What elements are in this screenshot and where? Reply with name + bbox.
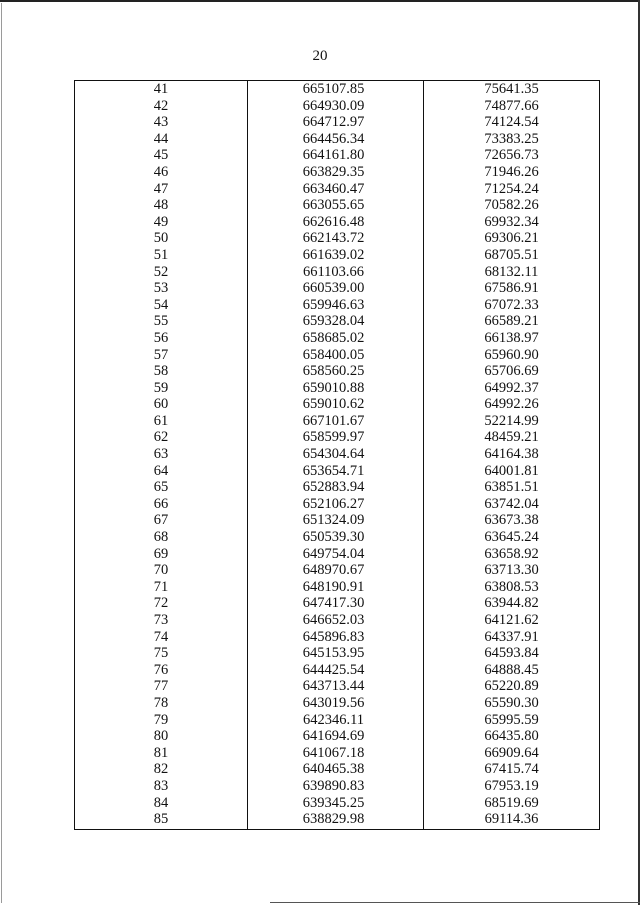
y-coordinate-cell: 64337.91 [484, 628, 539, 645]
point-number-cell: 60 [153, 396, 169, 413]
y-coordinate-cell: 64164.38 [484, 446, 539, 463]
point-number-cell: 57 [153, 346, 169, 363]
point-number-cell: 61 [153, 412, 169, 429]
point-number-cell: 58 [153, 363, 169, 380]
point-number-cell: 64 [153, 462, 169, 479]
x-coordinate-cell: 663829.35 [302, 163, 365, 180]
point-number-cell: 54 [153, 296, 169, 313]
y-coordinate-cell: 67072.33 [484, 296, 539, 313]
point-number-cell: 82 [153, 761, 169, 778]
x-coordinate-cell: 647417.30 [302, 595, 365, 612]
y-coordinate-cell: 66435.80 [484, 728, 539, 745]
x-coordinate-cell: 641694.69 [302, 728, 365, 745]
x-coordinate-cell: 638829.98 [302, 811, 365, 828]
scan-edge-left [1, 3, 2, 903]
coordinate-table [74, 80, 600, 830]
point-number-cell: 66 [153, 495, 169, 512]
point-number-cell: 71 [153, 578, 169, 595]
y-coordinate-cell: 65706.69 [484, 363, 539, 380]
y-coordinate-cell: 69114.36 [484, 811, 539, 828]
scan-edge-top [0, 0, 640, 2]
x-coordinate-cell: 661639.02 [302, 246, 365, 263]
point-number-cell: 80 [153, 728, 169, 745]
x-coordinate-cell: 664712.97 [302, 114, 365, 131]
x-coordinate-cell: 662143.72 [302, 230, 365, 247]
point-number-cell: 67 [153, 512, 169, 529]
point-number-cell: 70 [153, 562, 169, 579]
point-number-column [75, 81, 248, 829]
point-number-cell: 41 [153, 81, 169, 97]
x-coordinate-cell: 652106.27 [302, 495, 365, 512]
y-coordinate-cell: 75641.35 [484, 81, 539, 97]
x-coordinate-cell: 654304.64 [302, 446, 365, 463]
y-coordinate-cell: 64992.26 [484, 396, 539, 413]
y-coordinate-cell: 65220.89 [484, 678, 539, 695]
point-number-cell: 51 [153, 246, 169, 263]
point-number-cell: 49 [153, 213, 169, 230]
point-number-cell: 59 [153, 379, 169, 396]
y-coordinate-cell: 52214.99 [484, 412, 539, 429]
x-coordinate-cell: 658685.02 [302, 329, 365, 346]
point-number-cell: 53 [153, 280, 169, 297]
point-number-cell: 42 [153, 97, 169, 114]
y-coordinate-cell: 67586.91 [484, 280, 539, 297]
point-number-cell: 44 [153, 130, 169, 147]
point-number-cell: 79 [153, 711, 169, 728]
x-coordinate-cell: 664456.34 [302, 130, 365, 147]
y-coordinate-cell: 63645.24 [484, 529, 539, 546]
point-number-cell: 78 [153, 694, 169, 711]
x-coordinate-cell: 664930.09 [302, 97, 365, 114]
y-coordinate-cell: 67953.19 [484, 777, 539, 794]
point-number-cell: 52 [153, 263, 169, 280]
x-coordinate-cell: 646652.03 [302, 612, 365, 628]
y-coordinate-cell: 66589.21 [484, 313, 539, 330]
x-coordinate-cell: 650539.30 [302, 529, 365, 546]
y-coordinate-cell: 65590.30 [484, 694, 539, 711]
x-coordinate-cell: 663055.65 [302, 197, 365, 214]
x-coordinate-cell: 641067.18 [302, 744, 365, 761]
x-coordinate-cell: 645153.95 [302, 645, 365, 662]
y-coordinate-cell: 70582.26 [484, 197, 539, 214]
y-coordinate-column [424, 81, 599, 829]
y-coordinate-cell: 64888.45 [484, 661, 539, 678]
point-number-cell: 68 [153, 529, 169, 546]
y-coordinate-cell: 63851.51 [484, 479, 539, 496]
x-coordinate-cell: 643019.56 [302, 694, 365, 711]
scan-edge-bottom [270, 902, 640, 903]
y-coordinate-cell: 63742.04 [484, 495, 539, 512]
y-coordinate-cell: 64121.62 [484, 612, 539, 628]
point-number-cell: 85 [153, 811, 169, 828]
y-coordinate-cell: 72656.73 [484, 147, 539, 164]
y-coordinate-cell: 63673.38 [484, 512, 539, 529]
y-coordinate-cell: 73383.25 [484, 130, 539, 147]
y-coordinate-cell: 64593.84 [484, 645, 539, 662]
x-coordinate-cell: 664161.80 [302, 147, 365, 164]
x-coordinate-cell: 659010.88 [302, 379, 365, 396]
point-number-cell: 72 [153, 595, 169, 612]
x-coordinate-cell: 659010.62 [302, 396, 365, 413]
y-coordinate-cell: 74877.66 [484, 97, 539, 114]
x-coordinate-cell: 663460.47 [302, 180, 365, 197]
point-number-cell: 55 [153, 313, 169, 330]
point-number-cell: 63 [153, 446, 169, 463]
page-number: 20 [312, 48, 328, 64]
y-coordinate-cell: 64992.37 [484, 379, 539, 396]
point-number-cell: 46 [153, 163, 169, 180]
y-coordinate-cell: 69932.34 [484, 213, 539, 230]
point-number-cell: 50 [153, 230, 169, 247]
x-coordinate-column [248, 81, 424, 829]
point-number-cell: 81 [153, 744, 169, 761]
y-coordinate-cell: 67415.74 [484, 761, 539, 778]
y-coordinate-cell: 66138.97 [484, 329, 539, 346]
point-number-cell: 76 [153, 661, 169, 678]
point-number-cell: 43 [153, 114, 169, 131]
x-coordinate-cell: 649754.04 [302, 545, 365, 562]
y-coordinate-cell: 71946.26 [484, 163, 539, 180]
x-coordinate-cell: 643713.44 [302, 678, 365, 695]
x-coordinate-cell: 667101.67 [302, 412, 365, 429]
x-coordinate-cell: 661103.66 [302, 263, 365, 280]
point-number-cell: 77 [153, 678, 169, 695]
y-coordinate-cell: 64001.81 [484, 462, 539, 479]
y-coordinate-cell: 65995.59 [484, 711, 539, 728]
y-coordinate-cell: 65960.90 [484, 346, 539, 363]
point-number-cell: 45 [153, 147, 169, 164]
x-coordinate-cell: 639890.83 [302, 777, 365, 794]
x-coordinate-cell: 659328.04 [302, 313, 365, 330]
point-number-cell: 83 [153, 777, 169, 794]
y-coordinate-cell: 74124.54 [484, 114, 539, 131]
y-coordinate-cell: 69306.21 [484, 230, 539, 247]
x-coordinate-cell: 658560.25 [302, 363, 365, 380]
y-coordinate-cell: 63808.53 [484, 578, 539, 595]
x-coordinate-cell: 652883.94 [302, 479, 365, 496]
x-coordinate-cell: 653654.71 [302, 462, 365, 479]
y-coordinate-cell: 66909.64 [484, 744, 539, 761]
point-number-cell: 74 [153, 628, 169, 645]
x-coordinate-cell: 639345.25 [302, 794, 365, 811]
point-number-cell: 69 [153, 545, 169, 562]
y-coordinate-cell: 68519.69 [484, 794, 539, 811]
x-coordinate-cell: 658400.05 [302, 346, 365, 363]
y-coordinate-cell: 48459.21 [484, 429, 539, 446]
y-coordinate-cell: 68705.51 [484, 246, 539, 263]
x-coordinate-cell: 645896.83 [302, 628, 365, 645]
y-coordinate-cell: 63713.30 [484, 562, 539, 579]
x-coordinate-cell: 651324.09 [302, 512, 365, 529]
x-coordinate-cell: 660539.00 [302, 280, 365, 297]
x-coordinate-cell: 648190.91 [302, 578, 365, 595]
y-coordinate-cell: 71254.24 [484, 180, 539, 197]
x-coordinate-cell: 658599.97 [302, 429, 365, 446]
x-coordinate-cell: 644425.54 [302, 661, 365, 678]
point-number-cell: 47 [153, 180, 169, 197]
point-number-cell: 65 [153, 479, 169, 496]
y-coordinate-cell: 63944.82 [484, 595, 539, 612]
point-number-cell: 56 [153, 329, 169, 346]
point-number-cell: 75 [153, 645, 169, 662]
x-coordinate-cell: 640465.38 [302, 761, 365, 778]
y-coordinate-cell: 68132.11 [484, 263, 539, 280]
point-number-cell: 48 [153, 197, 169, 214]
x-coordinate-cell: 665107.85 [302, 81, 365, 97]
x-coordinate-cell: 642346.11 [302, 711, 365, 728]
point-number-cell: 73 [153, 612, 169, 628]
x-coordinate-cell: 648970.67 [302, 562, 365, 579]
y-coordinate-cell: 63658.92 [484, 545, 539, 562]
point-number-cell: 62 [153, 429, 169, 446]
x-coordinate-cell: 662616.48 [302, 213, 365, 230]
point-number-cell: 84 [153, 794, 169, 811]
x-coordinate-cell: 659946.63 [302, 296, 365, 313]
